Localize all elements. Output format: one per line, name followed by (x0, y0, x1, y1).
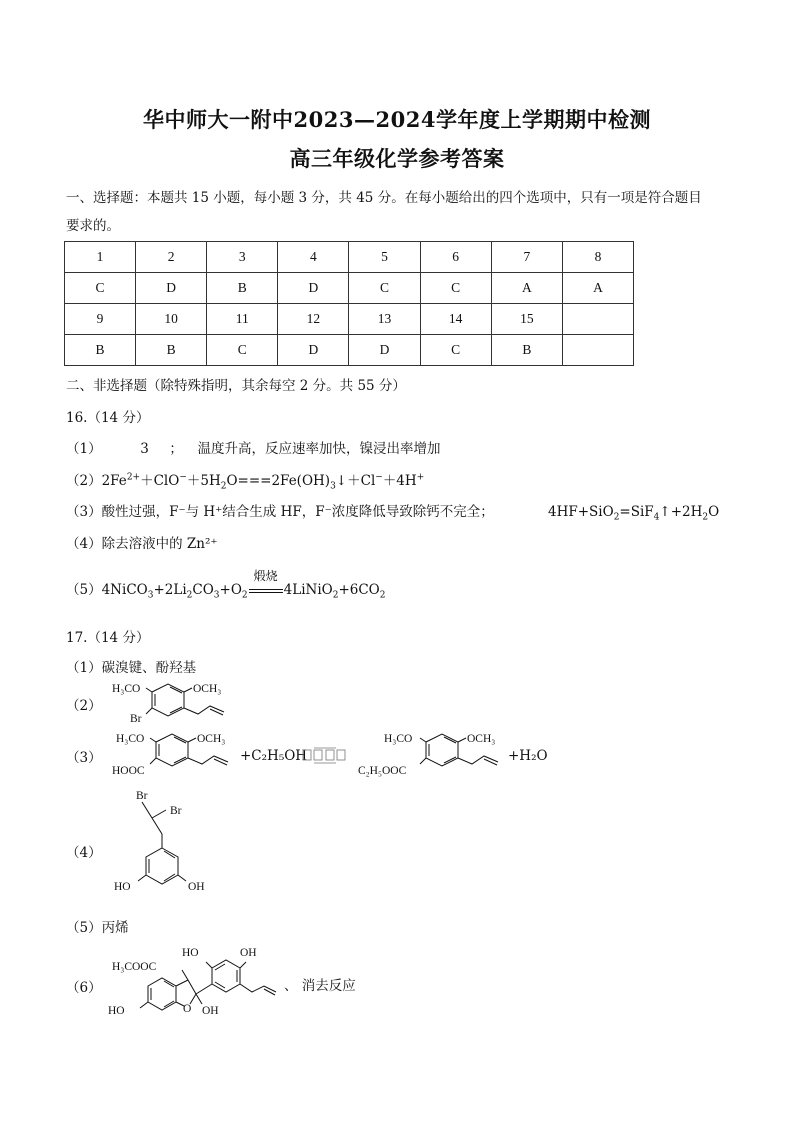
table-cell: A (562, 273, 633, 304)
table-cell: D (136, 273, 207, 304)
h3co-label: H₃CO (384, 733, 413, 745)
table-cell: 2 (136, 242, 207, 273)
table-cell: 7 (491, 242, 562, 273)
c2h5ooc-label: C₂H₅OOC (358, 765, 407, 777)
table-cell: A (491, 273, 562, 304)
br-label: Br (136, 790, 148, 802)
table-cell: C (420, 273, 491, 304)
q17-a1-text: 碳溴键、酚羟基 (101, 660, 197, 676)
q16-a1-separator: ； (169, 441, 183, 457)
table-cell: 8 (562, 242, 633, 273)
oh-label: OH (240, 947, 257, 959)
table-cell: 12 (278, 304, 349, 335)
h3co-label: H₃CO (112, 683, 141, 695)
q16-heading: 16.（14 分） (66, 410, 150, 426)
answer-table (64, 241, 634, 366)
och3-label: OCH₃ (467, 733, 496, 745)
oh-label: OH (202, 1005, 219, 1017)
section1-instructions-line1: 一、选择题：本题共 15 小题，每小题 3 分，共 45 分。在每小题给出的四个选项中，只有一项是符合题目 (66, 190, 702, 206)
q17-a2-structure (106, 678, 236, 730)
table-cell: 3 (207, 242, 278, 273)
table-cell: 15 (491, 304, 562, 335)
table-cell: 10 (136, 304, 207, 335)
table-cell: 5 (349, 242, 420, 273)
table-row (65, 335, 634, 366)
q17-a4-number: （4） (66, 845, 102, 861)
table-row (65, 304, 634, 335)
table-cell: C (207, 335, 278, 366)
table-cell: C (65, 273, 136, 304)
q16-a2-number: （2） (66, 473, 102, 489)
q16-a3-number: （3） (66, 504, 102, 520)
q17-a3-number: （3） (66, 750, 102, 766)
section2-heading: 二、非选择题（除特殊指明，其余每空 2 分。共 55 分） (66, 378, 406, 394)
q16-answer-3 (66, 502, 494, 522)
q16-a1-value: 3 (140, 441, 149, 457)
table-cell: C (420, 335, 491, 366)
q17-a4-structure (108, 788, 218, 898)
ring-o-label: O (183, 1003, 192, 1015)
table-cell: C (349, 273, 420, 304)
q16-a3-equation: $4HF+SiO_2=SiF_4↑+2H_2O$ (548, 504, 720, 523)
och3-label: OCH₃ (197, 733, 226, 745)
table-cell: B (207, 273, 278, 304)
q17-a3-reagent: +C₂H₅OH (240, 748, 308, 764)
table-cell: B (136, 335, 207, 366)
q17-answer-1 (66, 658, 196, 678)
q17-a3-reaction-arrow (300, 744, 350, 772)
q17-a2-number: （2） (66, 698, 102, 714)
h3cooc-label: H₃COOC (112, 961, 157, 973)
table-cell: D (349, 335, 420, 366)
ho-label: HO (114, 881, 131, 893)
q17-a6-number: （6） (66, 980, 102, 996)
oh-label: OH (188, 881, 205, 893)
q16-answer-4 (66, 534, 218, 554)
table-cell (562, 335, 633, 366)
q17-answer-5 (66, 918, 129, 938)
hooc-label: HOOC (112, 765, 145, 777)
q17-a3-reactant (108, 726, 244, 782)
table-cell: D (278, 335, 349, 366)
q16-a5-equation: $4NiCO_3+2Li_2CO_3+O_2$ 煅烧 $4LiNiO_2+6CO_2$ (102, 582, 386, 598)
q17-heading: 17.（14 分） (66, 630, 150, 646)
q16-a1-number: （1） (66, 441, 102, 457)
table-row (65, 242, 634, 273)
q16-a5-number: （5） (66, 582, 102, 598)
table-cell: B (491, 335, 562, 366)
q17-a6-structure (104, 940, 290, 1024)
q17-a6-text: 、 消去反应 (284, 978, 356, 994)
q16-answer-5 (66, 569, 386, 601)
ho-label: HO (108, 1005, 125, 1017)
page-subtitle: 高三年级化学参考答案 (289, 146, 505, 171)
table-cell: 11 (207, 304, 278, 335)
table-row (65, 273, 634, 304)
q16-a3-text: 酸性过强，F⁻与 H⁺结合生成 HF，F⁻浓度降低导致除钙不完全； (101, 504, 494, 520)
calcination-condition: 煅烧 (253, 569, 278, 583)
table-cell: 6 (420, 242, 491, 273)
table-cell: 1 (65, 242, 136, 273)
table-cell: B (65, 335, 136, 366)
h3co-label: H₃CO (116, 733, 145, 745)
table-cell: 4 (278, 242, 349, 273)
section1-instructions-line2: 要求的。 (66, 218, 120, 234)
ho-label: HO (182, 947, 199, 959)
q16-a4-text: 除去溶液中的 Zn²⁺ (101, 536, 218, 552)
q17-a1-number: （1） (66, 660, 102, 676)
br-label: Br (130, 713, 142, 725)
q17-a3-byproduct: +H₂O (508, 748, 548, 764)
q17-a5-text: 丙烯 (101, 920, 129, 936)
page-title: 华中师大一附中2023—2024学年度上学期期中检测 (143, 107, 651, 132)
q17-a3-product (350, 726, 512, 782)
q16-a4-number: （4） (66, 536, 102, 552)
q17-a5-number: （5） (66, 920, 102, 936)
q16-a1-text: 温度升高，反应速率加快，镍浸出率增加 (197, 441, 441, 457)
q16-a2-equation: $2Fe^{2+}+ClO^-+5H_2O===2Fe(OH)_3↓+Cl^-+4H^+$ (101, 472, 425, 492)
q16-answer-2 (66, 471, 424, 491)
br-label: Br (170, 805, 182, 817)
table-cell: 9 (65, 304, 136, 335)
table-cell: D (278, 273, 349, 304)
table-cell: 14 (420, 304, 491, 335)
q16-answer-1 (66, 439, 440, 459)
och3-label: OCH₃ (193, 683, 222, 695)
table-cell: 13 (349, 304, 420, 335)
table-cell (562, 304, 633, 335)
